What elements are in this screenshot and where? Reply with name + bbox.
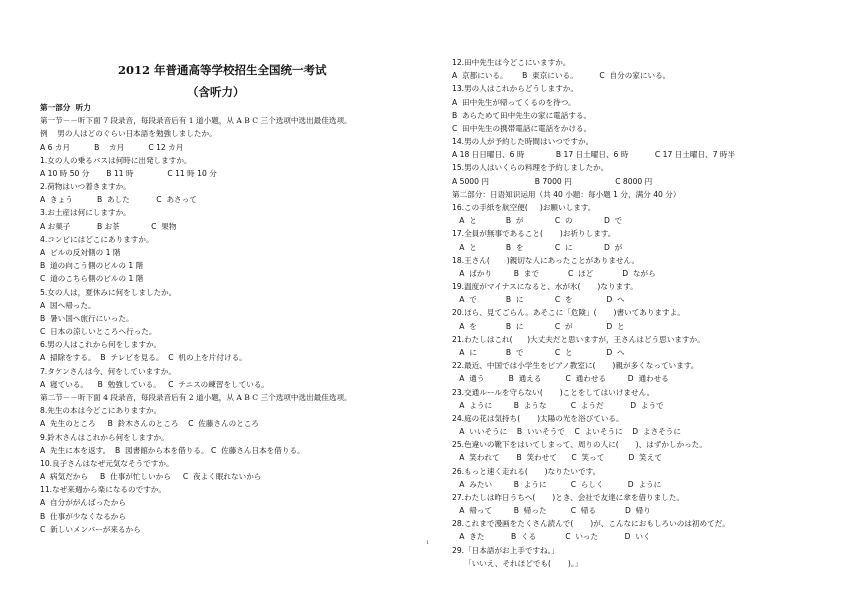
left-line: A 掃除をする。 B テレビを見る。 C 机の上を片付ける。 [40, 353, 247, 363]
page-number: 1 [426, 540, 430, 546]
right-line: 21.わたしはこれ( )大丈夫だと思いますが，王さんはどう思いますか。 [452, 334, 705, 344]
left-line: B 暑い国へ旅行にいった。 [40, 313, 134, 323]
left-line: 11.なぜ来週から楽になるのですか。 [40, 485, 166, 495]
right-line: A で B に C を D へ [452, 295, 625, 305]
left-line: A 寝ている。 B 勉強している。 C テニスの練習をしている。 [40, 379, 270, 389]
right-line: A いいそうに B いいそうで C よいそうに D よさそうに [452, 427, 681, 437]
left-line: B 仕事が少なくなるから [40, 511, 126, 521]
left-line: A 6 カ月 B カ月 C 12 カ月 [40, 142, 184, 152]
left-line: 6.男の人はこれから何をしますか。 [40, 340, 162, 350]
left-line: 2.荷物はいつ着きますか。 [40, 182, 131, 192]
right-line: A 笑われて B 笑わせて C 笑って D 笑えて [452, 453, 662, 463]
right-line: 26.もっと速く走れる( )なりたいです。 [452, 466, 601, 476]
left-line: A 先生のところ B 鈴木さんのところ C 佐藤さんのところ [40, 419, 259, 429]
right-line: 23.交通ルールを守らない( )ことをしてはいけません。 [452, 387, 655, 397]
right-line: 24.庭の花は気持ち( )太陽の光を浴びている。 [452, 413, 624, 423]
right-line: 第二部分：日语知识运用（共 40 小题：每小题 1 分，满分 40 分） [452, 189, 681, 199]
right-line: A を B に C が D と [452, 321, 625, 331]
left-line: A 国へ帰った。 [40, 300, 96, 310]
left-line: 10.良子さんはなぜ元気なそうですか。 [40, 458, 174, 468]
right-line: A みたい B ように C らしく D ように [452, 479, 662, 489]
right-line: A 通う B 通える C 通わせる D 通わせる [452, 374, 669, 384]
right-line: A 京都にいる。 B 東京にいる。 C 自分の家にいる。 [452, 71, 671, 81]
page-subtitle: （含听力） [187, 85, 245, 99]
left-line: 9.鈴木さんはこれから何をしますか。 [40, 432, 169, 442]
right-line: 18.王さん( )親切な人にあったことがありません。 [452, 255, 640, 265]
right-line: A に B で C と D へ [452, 347, 625, 357]
right-line: A 18 日日曜日、6 時 B 17 日土曜日、6 時 C 17 日土曜日、7 時半 [452, 150, 736, 160]
left-line: 1.女の人の乗るバスは何時に出発しますか。 [40, 155, 192, 165]
right-line: A 帰って B 帰った C 帰る D 帰り [452, 506, 651, 516]
right-line: 15.男の人はいくらの料理を予約しましたか。 [452, 163, 609, 173]
right-line: 19.温度がマイナスになると、水が氷( )なります。 [452, 282, 638, 292]
left-line: 8.先生の本は今どこにありますか。 [40, 406, 162, 416]
right-line: A 5000 円 B 7000 円 C 8000 円 [452, 176, 653, 186]
right-line: 16.この手紙を航空便( )お願いします。 [452, 202, 596, 212]
left-line: C 道のこちら側のビルの 1 階 [40, 274, 144, 284]
left-line: C 日本の涼しいところへ行った。 [40, 327, 157, 337]
right-line: A きた B くる C いった D いく [452, 532, 651, 542]
right-line: 14.男の人が予約した時間はいつですか。 [452, 137, 594, 147]
right-line: 28.これまで漫画をたくさん読んで( )が、こんなにおもしろいのは初めてだ。 [452, 519, 730, 529]
right-line: 20.ほら、見てごらん。あそこに「危険」( )書いてありますよ。 [452, 308, 685, 318]
left-line: A 病気だから B 仕事が忙しいから C 夜よく眠れないから [40, 472, 262, 482]
right-line: 22.最近、中国では小学生をピアノ教室に( )親が多くなっています。 [452, 361, 699, 371]
right-line: 12.田中先生は今どこにいますか。 [452, 58, 571, 67]
right-line: 「いいえ、それほどでも( )。」 [452, 558, 583, 568]
right-line: 25.色違いの靴下をはいてしまって、周りの人に( )、はずかしかった。 [452, 440, 707, 450]
left-line: 第一部分 听力 [40, 103, 91, 112]
right-line: A ばかり B まで C ほど D ながら [452, 268, 656, 278]
left-line: C 新しいメンバーが来るから [40, 524, 141, 534]
left-line: 7.タケンさんは今、何をしていますか。 [40, 366, 176, 376]
left-line: A きょう B あした C あさって [40, 195, 197, 205]
right-line: 27.わたしは昨日うちへ( )とき、会社で友達に傘を借りました。 [452, 492, 685, 502]
left-line: 例 男の人はどのぐらい日本語を勉強しましたか。 [40, 129, 217, 139]
left-line: A お菓子 B お茶 C 果物 [40, 221, 177, 231]
right-line: A 田中先生が帰ってくるのを待つ。 [452, 97, 576, 107]
left-line: 4.コンビにはどこにありますか。 [40, 234, 154, 244]
page-title: 2012 年普通高等学校招生全国统一考试 [118, 63, 327, 77]
left-line: 第二节－－听下面 4 段录音，每段录音后有 2 道小题，从 A B C 三个选项中选出最佳选项。 [40, 392, 352, 402]
right-line: 29.「日本語がお上手ですね。」 [452, 545, 559, 555]
left-line: 5.女の人は，夏休みに何をしましたか。 [40, 287, 177, 297]
left-line: B 道の向こう側のビルの 1 階 [40, 261, 144, 271]
left-line: 3.お土産は何にしますか。 [40, 208, 131, 218]
left-line: 第一节－－听下面 7 段录音，每段录音后有 1 道小题，从 A B C 三个选项中选出最佳选项。 [40, 116, 352, 126]
right-line: A と B を C に D が [452, 242, 623, 252]
left-line: A 先生に本を返す。 B 図書館から本を借りる。 C 佐藤さん日本を借りる。 [40, 445, 305, 455]
right-line: C 田中先生の携帯電話に電話をかける。 [452, 123, 592, 133]
right-line: A ように B ような C ようだ D ようで [452, 400, 664, 410]
right-line: 13.男の人はこれからどうしますか。 [452, 84, 578, 94]
right-line: B あらためて田中先生の家に電話する。 [452, 110, 592, 120]
left-line: A 自分ががんばったから [40, 498, 126, 508]
right-line: A と B が C の D で [452, 216, 623, 226]
right-line: 17.全員が無事であること( )お祈りします。 [452, 229, 616, 239]
left-line: A ビルの反対側の 1 階 [40, 247, 121, 257]
left-line: A 10 時 50 分 B 11 時 C 11 時 10 分 [40, 168, 217, 178]
